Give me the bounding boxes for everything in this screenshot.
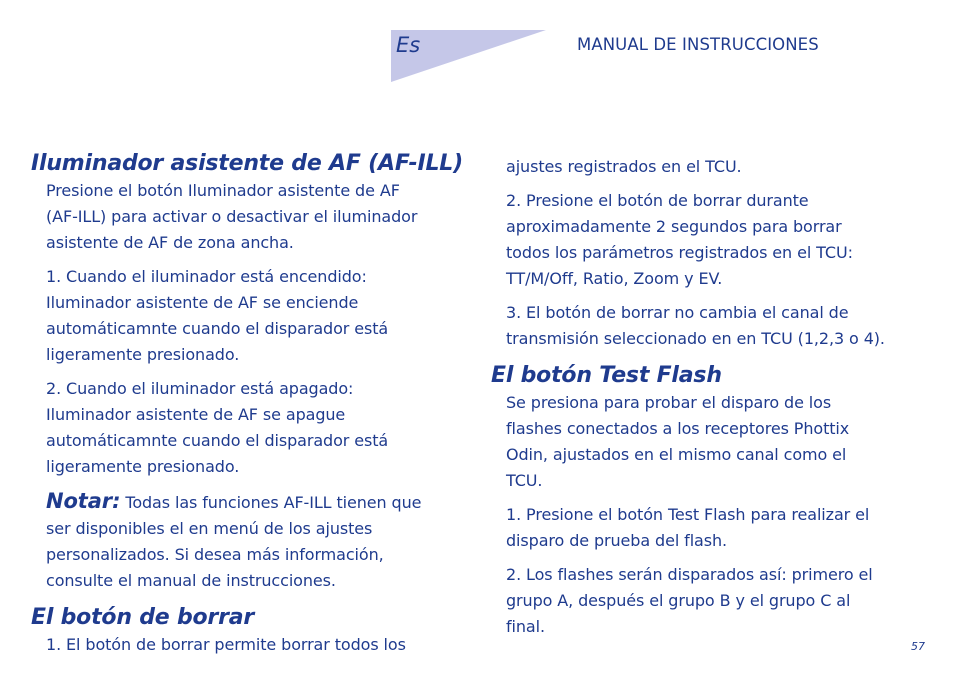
language-label: Es xyxy=(396,33,421,57)
heading-delete-button: El botón de borrar xyxy=(31,605,255,630)
paragraph-test-flash-1: 1. Presione el botón Test Flash para realizar el disparo de prueba del flash. xyxy=(506,505,870,550)
left-column xyxy=(31,150,471,658)
right-column xyxy=(491,150,931,640)
paragraph-test-flash-2: 2. Los flashes serán disparados así: primero el grupo A, después el grupo B y el grupo C al final. xyxy=(506,565,873,636)
paragraph-af-ill-intro: Presione el botón Iluminador asistente de AF (AF-ILL) para activar o desactivar el iluminador asistente de AF de zona ancha. xyxy=(46,181,418,252)
note-paragraph: Notar: Todas las funciones AF-ILL tienen que ser disponibles el en menú de los ajustes personalizados. Si desea más información, consulte el manual de instrucciones. xyxy=(46,489,422,590)
paragraph-delete-1: 1. El botón de borrar permite borrar todos los xyxy=(46,635,406,654)
manual-title: MANUAL DE INSTRUCCIONES xyxy=(577,35,819,54)
page-number: 57 xyxy=(911,640,925,653)
paragraph-delete-2: 2. Presione el botón de borrar durante aproximadamente 2 segundos para borrar todos los parámetros registrados en el TCU: TT/M/Off, Ratio, Zoom y EV. xyxy=(506,191,853,288)
paragraph-illuminator-off: 2. Cuando el iluminador está apagado: Iluminador asistente de AF se apague automáticamnte cuando el disparador está ligeramente presionado. xyxy=(46,379,389,476)
note-label: Notar: xyxy=(46,489,121,513)
heading-test-flash: El botón Test Flash xyxy=(491,363,722,388)
paragraph-illuminator-on: 1. Cuando el iluminador está encendido: Iluminador asistente de AF se enciende automáticamnte cuando el disparador está ligeramente presionado. xyxy=(46,267,389,364)
paragraph-delete-1-cont: ajustes registrados en el TCU. xyxy=(506,157,742,176)
paragraph-test-flash-intro: Se presiona para probar el disparo de los flashes conectados a los receptores Phottix Odin, ajustados en el mismo canal como el TCU. xyxy=(506,393,850,490)
paragraph-delete-3: 3. El botón de borrar no cambia el canal de transmisión seleccionado en en TCU (1,2,3 o 4). xyxy=(506,303,885,348)
heading-af-ill: Iluminador asistente de AF (AF-ILL) xyxy=(31,151,463,176)
